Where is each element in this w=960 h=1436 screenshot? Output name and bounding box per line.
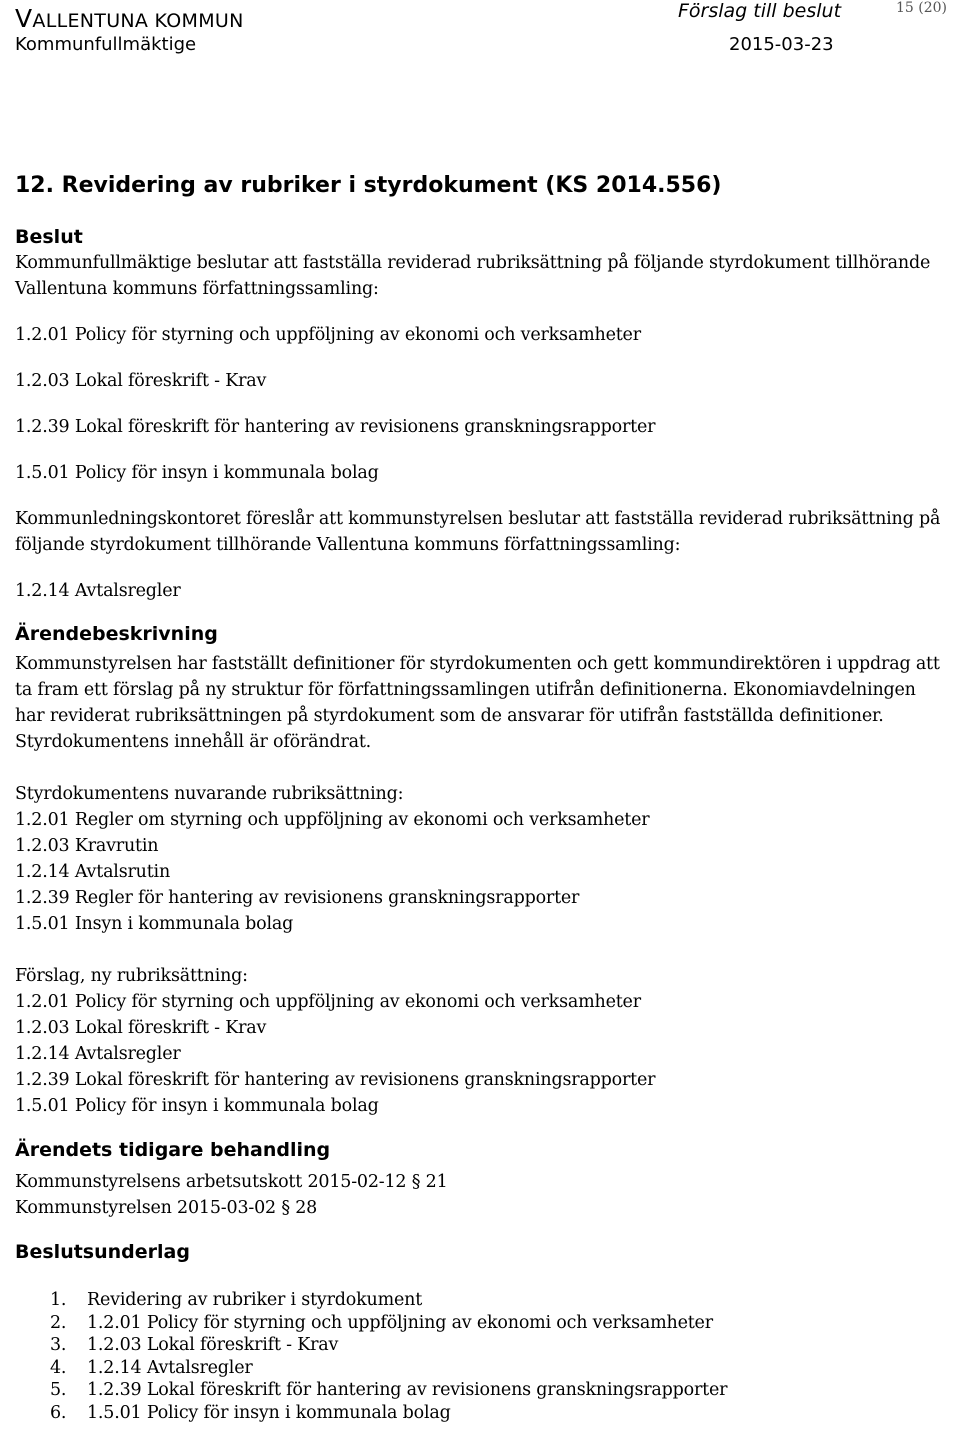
header-status: Förslag till beslut — [678, 0, 842, 22]
page-title: 12. Revidering av rubriker i styrdokument (KS 2014.556) — [15, 173, 722, 198]
new-headings-label: Förslag, ny rubriksättning: — [15, 966, 248, 986]
arendebeskrivning-text: Kommunstyrelsen har fastställt definitioner för styrdokumenten och gett kommundirektören i uppdrag att ta fram ett förslag på ny struktur för författningssamlingen utifrån definitionerna. Ekonomiavdelningen har reviderat rubriksättningen på styrdokument som de ansvarar för utifrån fastställda definitioner. Styrdokumentens innehåll är oförändrat. — [15, 654, 940, 752]
item-text: Revidering av rubriker i styrdokument — [87, 1290, 423, 1310]
new-heading-item: 1.2.39 Lokal föreskrift för hantering av revisionens granskningsrapporter — [15, 1070, 656, 1090]
current-heading-item: 1.2.03 Kravrutin — [15, 836, 159, 856]
beslutsunderlag-item — [15, 1402, 945, 1425]
beslutsunderlag-heading: Beslutsunderlag — [15, 1241, 190, 1263]
tidigare-item: Kommunstyrelsen 2015-03-02 § 28 — [15, 1198, 318, 1218]
item-text: 1.2.01 Policy för styrning och uppföljning av ekonomi och verksamheter — [87, 1312, 713, 1333]
header-department: Kommunfullmäktige — [15, 34, 197, 55]
arendebeskrivning-heading: Ärendebeskrivning — [15, 623, 218, 645]
organization-name-initial: V — [15, 4, 33, 33]
organization-name — [15, 4, 244, 33]
beslutsunderlag-item — [15, 1312, 945, 1335]
tidigare-heading: Ärendets tidigare behandling — [15, 1139, 331, 1161]
beslut-item: 1.2.01 Policy för styrning och uppföljning av ekonomi och verksamheter — [15, 325, 641, 345]
beslut-item: 1.5.01 Policy för insyn i kommunala bolag — [15, 463, 379, 483]
new-heading-item: 1.2.01 Policy för styrning och uppföljning av ekonomi och verksamheter — [15, 992, 641, 1012]
current-heading-item: 1.2.14 Avtalsrutin — [15, 862, 171, 882]
beslut-heading: Beslut — [15, 226, 83, 248]
beslutsunderlag-item — [15, 1289, 945, 1312]
beslut-proposal-item: 1.2.14 Avtalsregler — [15, 581, 181, 601]
document-body — [15, 170, 945, 1424]
beslutsunderlag-item — [15, 1379, 945, 1402]
item-text: 1.2.14 Avtalsregler — [87, 1357, 253, 1378]
beslutsunderlag-item — [15, 1334, 945, 1357]
new-heading-item: 1.2.03 Lokal föreskrift - Krav — [15, 1018, 267, 1038]
item-number: 4. — [50, 1357, 67, 1378]
current-heading-item: 1.5.01 Insyn i kommunala bolag — [15, 914, 294, 934]
beslut-intro: Kommunfullmäktige beslutar att fastställa reviderad rubriksättning på följande styrdokument tillhörande Vallentuna kommuns författningssamling: — [15, 253, 931, 299]
item-text: 1.2.03 Lokal föreskrift - Krav — [87, 1335, 339, 1355]
item-text: 1.5.01 Policy för insyn i kommunala bolag — [87, 1402, 451, 1423]
beslutsunderlag-item — [15, 1357, 945, 1380]
beslutsunderlag-list — [15, 1289, 945, 1424]
organization-name-rest: ALLENTUNA KOMMUN — [32, 10, 244, 32]
current-heading-item: 1.2.01 Regler om styrning och uppföljning av ekonomi och verksamheter — [15, 810, 650, 830]
new-heading-item: 1.5.01 Policy för insyn i kommunala bolag — [15, 1096, 379, 1116]
item-number: 1. — [50, 1290, 67, 1310]
page-number: 15 (20) — [896, 0, 948, 16]
item-text: 1.2.39 Lokal föreskrift för hantering av revisionens granskningsrapporter — [87, 1380, 728, 1400]
item-number: 5. — [50, 1380, 67, 1400]
header-date: 2015-03-23 — [729, 34, 834, 55]
beslut-proposal: Kommunledningskontoret föreslår att kommunstyrelsen beslutar att fastställa reviderad rubriksättning på följande styrdokument tillhörande Vallentuna kommuns författningssamling: — [15, 509, 941, 555]
tidigare-item: Kommunstyrelsens arbetsutskott 2015-02-12 § 21 — [15, 1172, 448, 1192]
beslut-item: 1.2.03 Lokal föreskrift - Krav — [15, 371, 267, 391]
item-number: 3. — [50, 1335, 67, 1355]
new-heading-item: 1.2.14 Avtalsregler — [15, 1044, 181, 1064]
current-heading-item: 1.2.39 Regler för hantering av revisionens granskningsrapporter — [15, 888, 580, 908]
beslut-item: 1.2.39 Lokal föreskrift för hantering av revisionens granskningsrapporter — [15, 417, 656, 437]
item-number: 6. — [50, 1402, 67, 1423]
item-number: 2. — [50, 1312, 67, 1333]
current-headings-label: Styrdokumentens nuvarande rubriksättning: — [15, 784, 404, 804]
